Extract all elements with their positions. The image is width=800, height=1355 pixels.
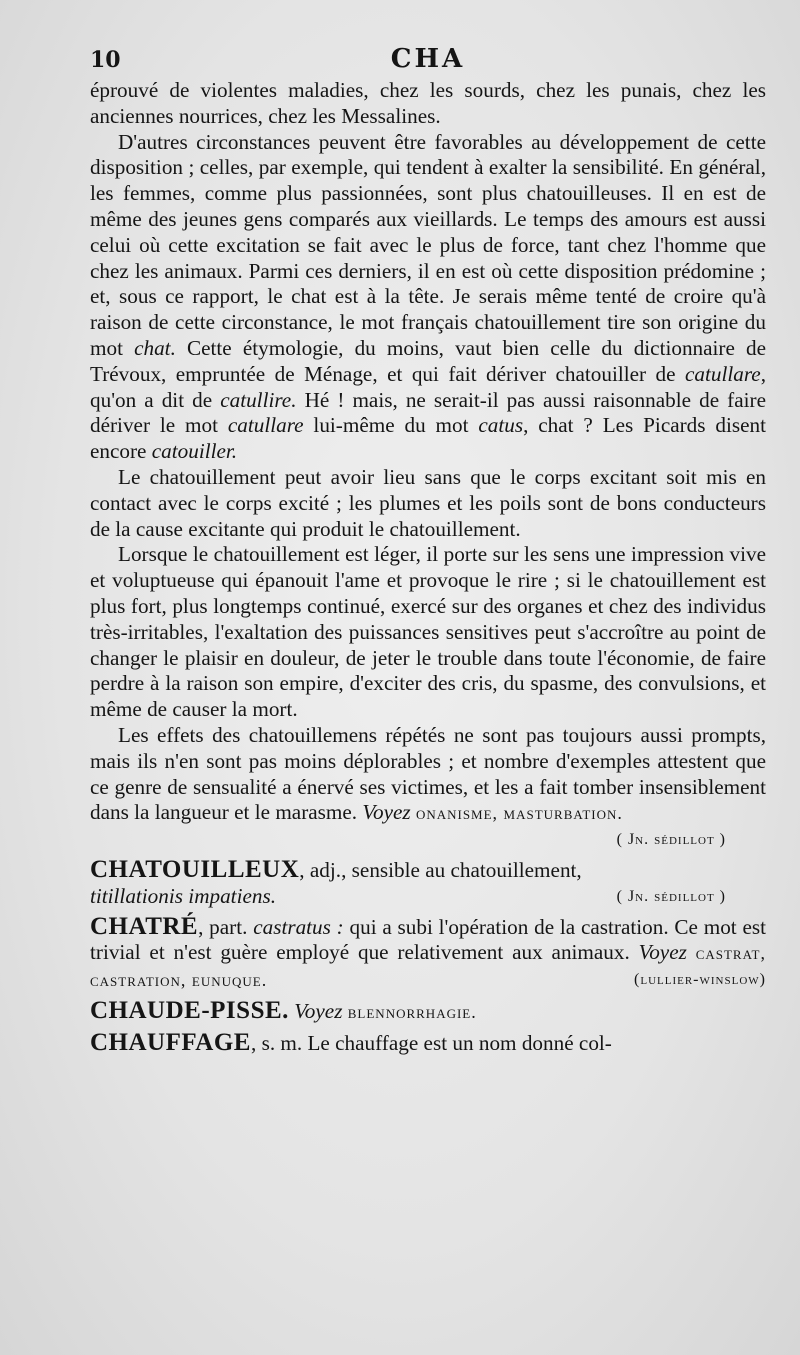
page-number: 10 <box>90 47 121 73</box>
latin-term: titillationis impatiens. <box>90 883 276 908</box>
italic-word: catus <box>478 413 524 438</box>
italic-word: catullare <box>227 413 304 438</box>
text-run: , part. <box>198 914 254 939</box>
author-signature: ( Jn. sédillot ) <box>616 831 726 849</box>
italic-word: catouiller. <box>151 439 238 464</box>
paragraph-continued: éprouvé de violentes maladies, chez les sourds, chez les punais, chez les anciennes nourrices, chez les Messalines. <box>90 78 766 128</box>
page-header <box>90 44 766 78</box>
entry-chatouilleux <box>90 857 766 910</box>
latin-term: castratus : <box>253 914 344 939</box>
italic-word: catullire. <box>220 387 297 412</box>
paragraph-intensity: Lorsque le chatouillement est léger, il porte sur les sens une impression vive et voluptueuse qui épanouit l'ame et provoque le rire ; si le chatouillement est plus fort, plus longtemps continué, exercé sur des organes et chez des individus très-irritables, l'exaltation des puissances sensitives peut s'accroître au point de changer le plaisir en douleur, de jeter le trouble dans toute l'économie, de faire perdre à la raison son empire, d'exciter des cris, du spasme, des convulsions, et même de causer la mort. <box>90 542 766 722</box>
text-run: Cette étymologie, du moins, vaut bien celle du dictionnaire de Trévoux, empruntée de Ménage, et qui fait dériver chatouiller de <box>90 335 767 386</box>
headword: CHATRÉ <box>90 912 199 940</box>
running-head: CHA <box>390 44 466 74</box>
text-run: lui-même du mot <box>303 413 479 438</box>
text-run: Les effets des chatouillemens répétés ne sont pas toujours aussi prompts, mais ils n'en sont pas moins déplorables ; et nombre d'exemples attestent que ce genre de sensualité a énervé ses victimes, et les a fait tomber insensiblement dans la langueur et le marasme. <box>90 722 766 825</box>
page-body <box>90 78 766 1056</box>
headword: CHAUFFAGE <box>90 1028 251 1056</box>
headword: CHAUDE-PISSE. <box>90 996 289 1024</box>
voyez-label: Voyez <box>294 998 343 1023</box>
text-run: Hé ! mais, ne serait-il pas aussi raisonnable de faire dériver le mot <box>90 387 766 438</box>
voyez-label: Voyez <box>362 800 411 825</box>
text-run: qui a subi l'opération de la castration. Ce mot est trivial et n'est guère employé que relativement aux animaux. <box>90 914 766 965</box>
cross-reference: blennorrhagie. <box>347 1001 477 1022</box>
author-signature: ( Jn. sédillot ) <box>616 887 726 905</box>
entry-chaude-pisse <box>90 998 766 1026</box>
paragraph-effects <box>90 723 766 827</box>
text-run: , adj., sensible au chatouillement, <box>299 857 582 882</box>
entry-chatre <box>90 914 766 994</box>
text-run: , chat ? Les Picards disent encore <box>90 413 766 464</box>
italic-word: chat. <box>134 335 176 360</box>
entry-chauffage <box>90 1030 766 1057</box>
voyez-label: Voyez <box>638 940 687 965</box>
italic-word: catullare <box>684 361 761 386</box>
cross-reference: onanisme, masturbation. <box>415 803 623 824</box>
paragraph-contact: Le chatouillement peut avoir lieu sans que le corps excitant soit mis en contact avec le corps excité ; les plumes et les poils sont de bons conducteurs de la cause excitante qui produit le chatouillement. <box>90 464 766 541</box>
paragraph-circumstances <box>90 130 766 465</box>
text-run: D'autres circonstances peuvent être favorables au développement de cette disposition ; celles, par exemple, qui tendent à exalter la sensibilité. En général, les femmes, comme plus passionnées, sont plus chatouilleuses. Il en est de même des jeunes gens comparés aux vieillards. Le temps des amours est aussi celui où cette excitation se fait avec le plus de force, tant chez l'homme que chez les animaux. Parmi ces derniers, il en est où cette disposition prédomine ; et, sous ce rapport, le chat est à la tête. Je serais même tenté de croire qu'à raison de cette circonstance, le mot français chatouillement tire son origine du mot <box>90 129 766 360</box>
cross-reference: castrat, castration, eunuque. <box>90 943 766 991</box>
author-signature: (lullier-winslow) <box>634 971 766 989</box>
headword: CHATOUILLEUX <box>90 855 300 883</box>
text-run: , qu'on a dit de <box>90 361 766 412</box>
text-run: , s. m. Le chauffage est un nom donné col- <box>250 1030 612 1055</box>
